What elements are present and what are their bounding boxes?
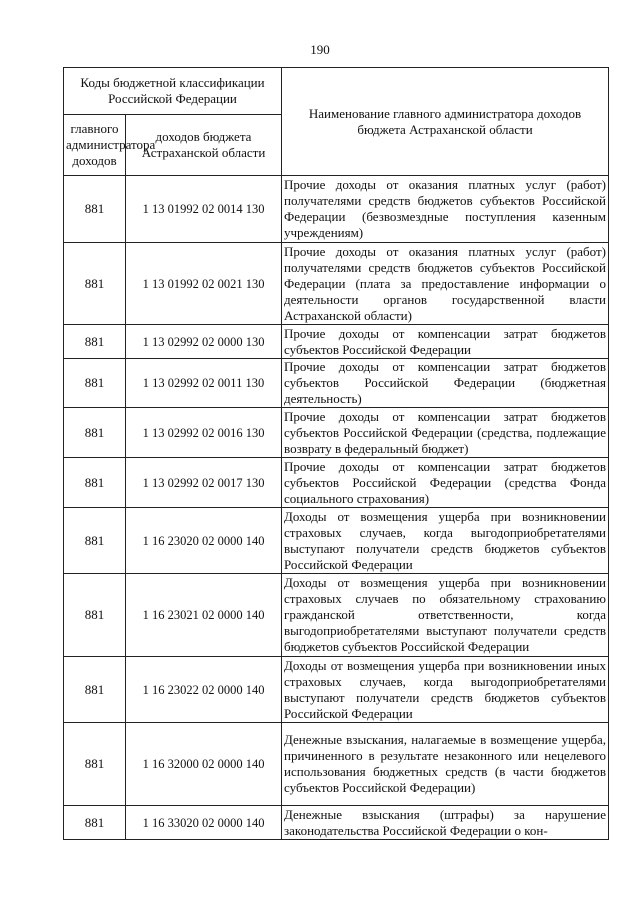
- table-row: [64, 574, 609, 657]
- income-code-cell: 1 13 02992 02 0000 130: [126, 325, 282, 359]
- income-code-cell: 1 16 33020 02 0000 140: [126, 806, 282, 840]
- income-description-cell: Денежные взыскания (штрафы) за нарушение законодательства Российской Федерации о кон-: [282, 806, 609, 840]
- income-code-cell: 1 16 32000 02 0000 140: [126, 723, 282, 806]
- admin-code-cell: 881: [64, 508, 126, 574]
- income-code-header: доходов бюджета Астраханской области: [126, 115, 282, 176]
- income-description-cell: Денежные взыскания, налагаемые в возмещение ущерба, причиненного в результате незаконного или нецелевого использования бюджетных средств (в части бюджетов субъектов Российской Федерации): [282, 723, 609, 806]
- admin-code-cell: 881: [64, 243, 126, 325]
- admin-code-cell: 881: [64, 408, 126, 458]
- income-code-cell: 1 16 23020 02 0000 140: [126, 508, 282, 574]
- income-code-cell: 1 13 01992 02 0014 130: [126, 176, 282, 243]
- table-row: [64, 458, 609, 508]
- income-description-cell: Прочие доходы от оказания платных услуг (работ) получателями средств бюджетов субъектов Российской Федерации (плата за предоставление информации о деятельности органов государственной власти Астраханской области): [282, 243, 609, 325]
- admin-code-cell: 881: [64, 657, 126, 723]
- income-description-cell: Прочие доходы от компенсации затрат бюджетов субъектов Российской Федерации (бюджетная деятельность): [282, 359, 609, 408]
- income-code-cell: 1 16 23022 02 0000 140: [126, 657, 282, 723]
- income-description-cell: Доходы от возмещения ущерба при возникновении иных страховых случаев, когда выгодоприобретателями выступают получатели средств бюджетов субъектов Российской Федерации: [282, 657, 609, 723]
- table-row: [64, 657, 609, 723]
- admin-code-cell: 881: [64, 458, 126, 508]
- income-code-cell: 1 13 02992 02 0017 130: [126, 458, 282, 508]
- income-description-cell: Прочие доходы от компенсации затрат бюджетов субъектов Российской Федерации: [282, 325, 609, 359]
- admin-code-cell: 881: [64, 359, 126, 408]
- admin-code-header: главного администратора доходов: [64, 115, 126, 176]
- income-code-cell: 1 13 01992 02 0021 130: [126, 243, 282, 325]
- income-description-cell: Прочие доходы от компенсации затрат бюджетов субъектов Российской Федерации (средства, подлежащие возврату в федеральный бюджет): [282, 408, 609, 458]
- income-code-cell: 1 13 02992 02 0011 130: [126, 359, 282, 408]
- table-row: [64, 408, 609, 458]
- admin-code-cell: 881: [64, 176, 126, 243]
- admin-code-cell: 881: [64, 806, 126, 840]
- table-row: [64, 723, 609, 806]
- budget-codes-table: [63, 67, 609, 840]
- income-description-cell: Доходы от возмещения ущерба при возникновении страховых случаев по обязательному страхованию гражданской ответственности, когда выгодоприобретателями выступают получатели средств бюджетов субъектов Российской Федерации: [282, 574, 609, 657]
- admin-code-cell: 881: [64, 325, 126, 359]
- table-row: [64, 359, 609, 408]
- admin-code-cell: 881: [64, 574, 126, 657]
- table-row: [64, 243, 609, 325]
- admin-code-cell: 881: [64, 723, 126, 806]
- table-row: [64, 176, 609, 243]
- admin-name-header: Наименование главного администратора доходов бюджета Астраханской области: [282, 68, 609, 176]
- income-code-cell: 1 16 23021 02 0000 140: [126, 574, 282, 657]
- budget-codes-group-header: Коды бюджетной классификации Российской Федерации: [64, 68, 282, 115]
- income-description-cell: Прочие доходы от компенсации затрат бюджетов субъектов Российской Федерации (средства Фонда социального страхования): [282, 458, 609, 508]
- table-row: [64, 325, 609, 359]
- table-row: [64, 806, 609, 840]
- table-row: [64, 508, 609, 574]
- income-code-cell: 1 13 02992 02 0016 130: [126, 408, 282, 458]
- income-description-cell: Доходы от возмещения ущерба при возникновении страховых случаев, когда выгодоприобретателями выступают получатели средств бюджетов субъектов Российской Федерации: [282, 508, 609, 574]
- page-number: 190: [310, 42, 330, 57]
- income-description-cell: Прочие доходы от оказания платных услуг (работ) получателями средств бюджетов субъектов Российской Федерации (безвозмездные поступления казенным учреждениям): [282, 176, 609, 243]
